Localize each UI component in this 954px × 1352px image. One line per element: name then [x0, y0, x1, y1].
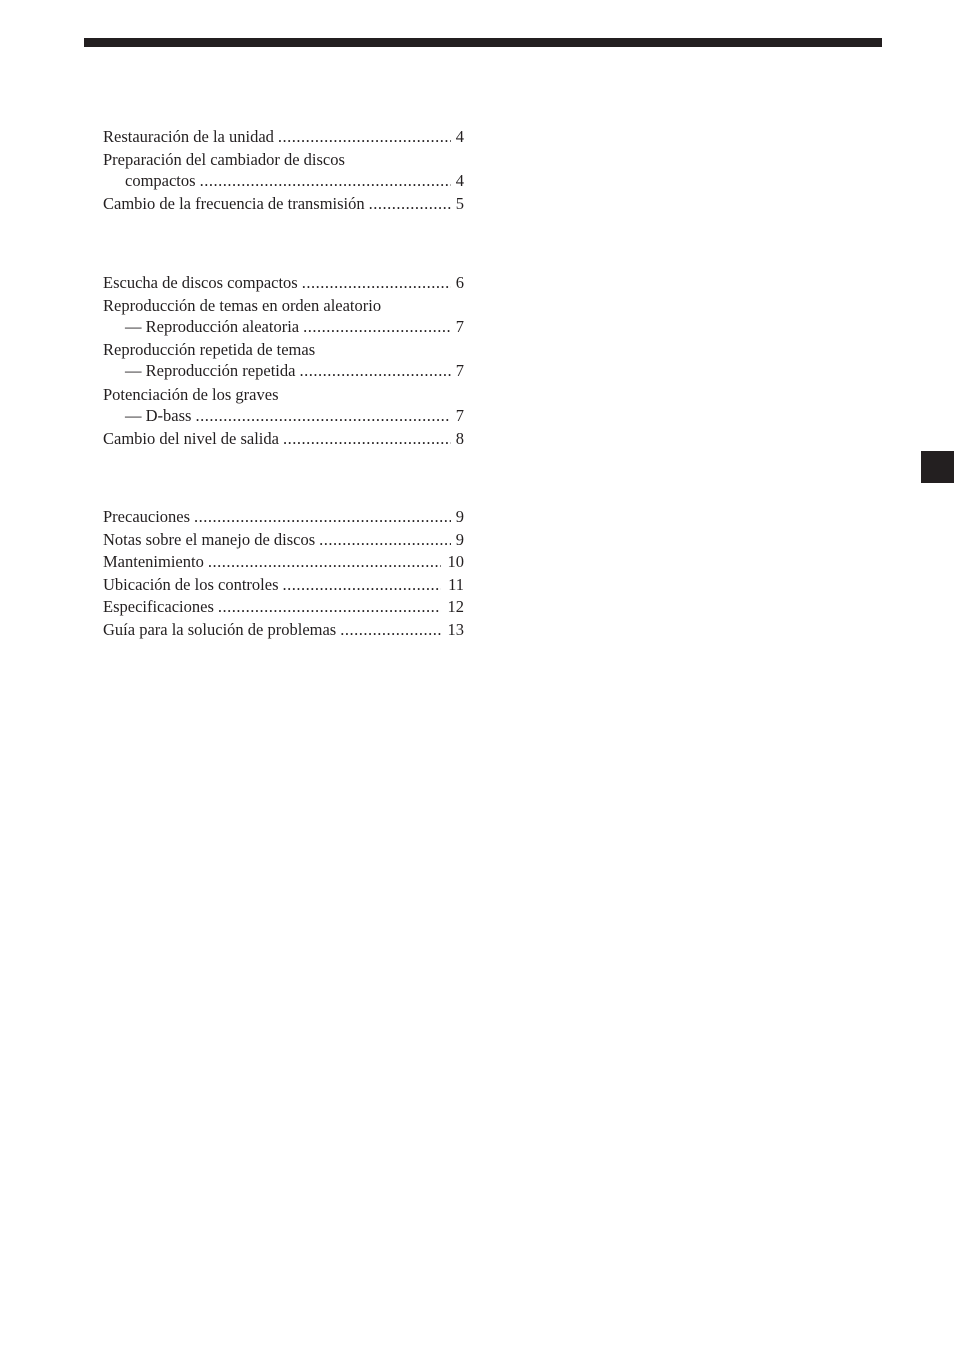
toc-entry[interactable]	[103, 506, 464, 527]
toc-entry[interactable]	[103, 384, 464, 427]
dot-leader	[200, 170, 451, 192]
toc-entry-title-continued: compactos	[125, 170, 196, 190]
toc-entry[interactable]	[103, 574, 464, 595]
toc-entry-title: Mantenimiento	[103, 552, 204, 571]
toc-entry-page: 9	[455, 529, 464, 549]
toc-entry-page: 11	[448, 574, 464, 594]
dot-leader	[208, 551, 441, 572]
toc-entry-page: 5	[455, 194, 464, 213]
toc-entry-page: 6	[455, 273, 464, 292]
dot-leader	[194, 506, 451, 527]
toc-entry-title: Especificaciones	[103, 597, 214, 616]
toc-entry-page: 13	[447, 619, 464, 639]
toc-entry[interactable]	[103, 619, 464, 640]
dot-leader	[319, 529, 451, 550]
toc-section-additional-info	[103, 506, 464, 640]
toc-entry-page: 7	[455, 361, 464, 380]
dot-leader	[278, 126, 451, 147]
toc-entry[interactable]	[103, 149, 464, 192]
dot-leader	[218, 596, 441, 617]
toc-entry-page: 12	[447, 597, 464, 616]
toc-entry-title: Precauciones	[103, 507, 191, 526]
dot-leader	[302, 272, 451, 293]
toc-entry-title: Reproducción repetida de temas	[103, 340, 316, 359]
toc-section-setup	[103, 126, 464, 214]
dot-leader	[195, 405, 451, 427]
toc-entry[interactable]	[103, 126, 464, 147]
toc-entry[interactable]	[103, 272, 464, 293]
toc-entry[interactable]	[103, 596, 464, 617]
toc-entry[interactable]	[103, 529, 464, 550]
toc-entry[interactable]	[103, 551, 464, 572]
toc-entry-page: 10	[447, 552, 464, 571]
toc-entry[interactable]	[103, 295, 464, 338]
toc-entry-title-continued: — Reproducción repetida	[125, 361, 296, 380]
toc-entry-title: Guía para la solución de problemas	[103, 619, 337, 639]
toc-entry-title: Cambio de la frecuencia de transmisión	[103, 194, 365, 213]
toc-entry-page: 4	[455, 127, 464, 146]
toc-entry[interactable]	[103, 339, 464, 382]
language-edge-tab	[921, 451, 954, 483]
toc-entry-title-continued: — D-bass	[125, 405, 192, 425]
toc-entry-title: Escucha de discos compactos	[103, 273, 298, 292]
toc-entry-page: 8	[455, 429, 464, 448]
toc-section-operation	[103, 272, 464, 449]
toc-entry-title: Potenciación de los graves	[103, 384, 279, 404]
header-rule	[84, 38, 882, 47]
toc-entry-title: Reproducción de temas en orden aleatorio	[103, 295, 382, 315]
dot-leader	[303, 316, 451, 338]
toc-entry-page: 7	[455, 405, 464, 425]
toc-entry-page: 9	[455, 507, 464, 526]
toc-entry-page: 7	[455, 316, 464, 336]
dot-leader	[340, 619, 441, 640]
toc-entry[interactable]	[103, 193, 464, 214]
toc-entry-title-continued: — Reproducción aleatoria	[125, 316, 300, 336]
dot-leader	[283, 428, 451, 449]
toc-entry-title: Notas sobre el manejo de discos	[103, 529, 316, 549]
toc-entry-title: Restauración de la unidad	[103, 127, 274, 146]
toc-entry-title: Cambio del nivel de salida	[103, 429, 279, 448]
dot-leader	[369, 193, 451, 214]
toc-entry-page: 4	[455, 170, 464, 190]
dot-leader	[283, 574, 442, 595]
toc-entry-title: Ubicación de los controles	[103, 574, 279, 594]
toc-entry[interactable]	[103, 428, 464, 449]
dot-leader	[299, 360, 451, 382]
toc-entry-title: Preparación del cambiador de discos	[103, 149, 345, 169]
